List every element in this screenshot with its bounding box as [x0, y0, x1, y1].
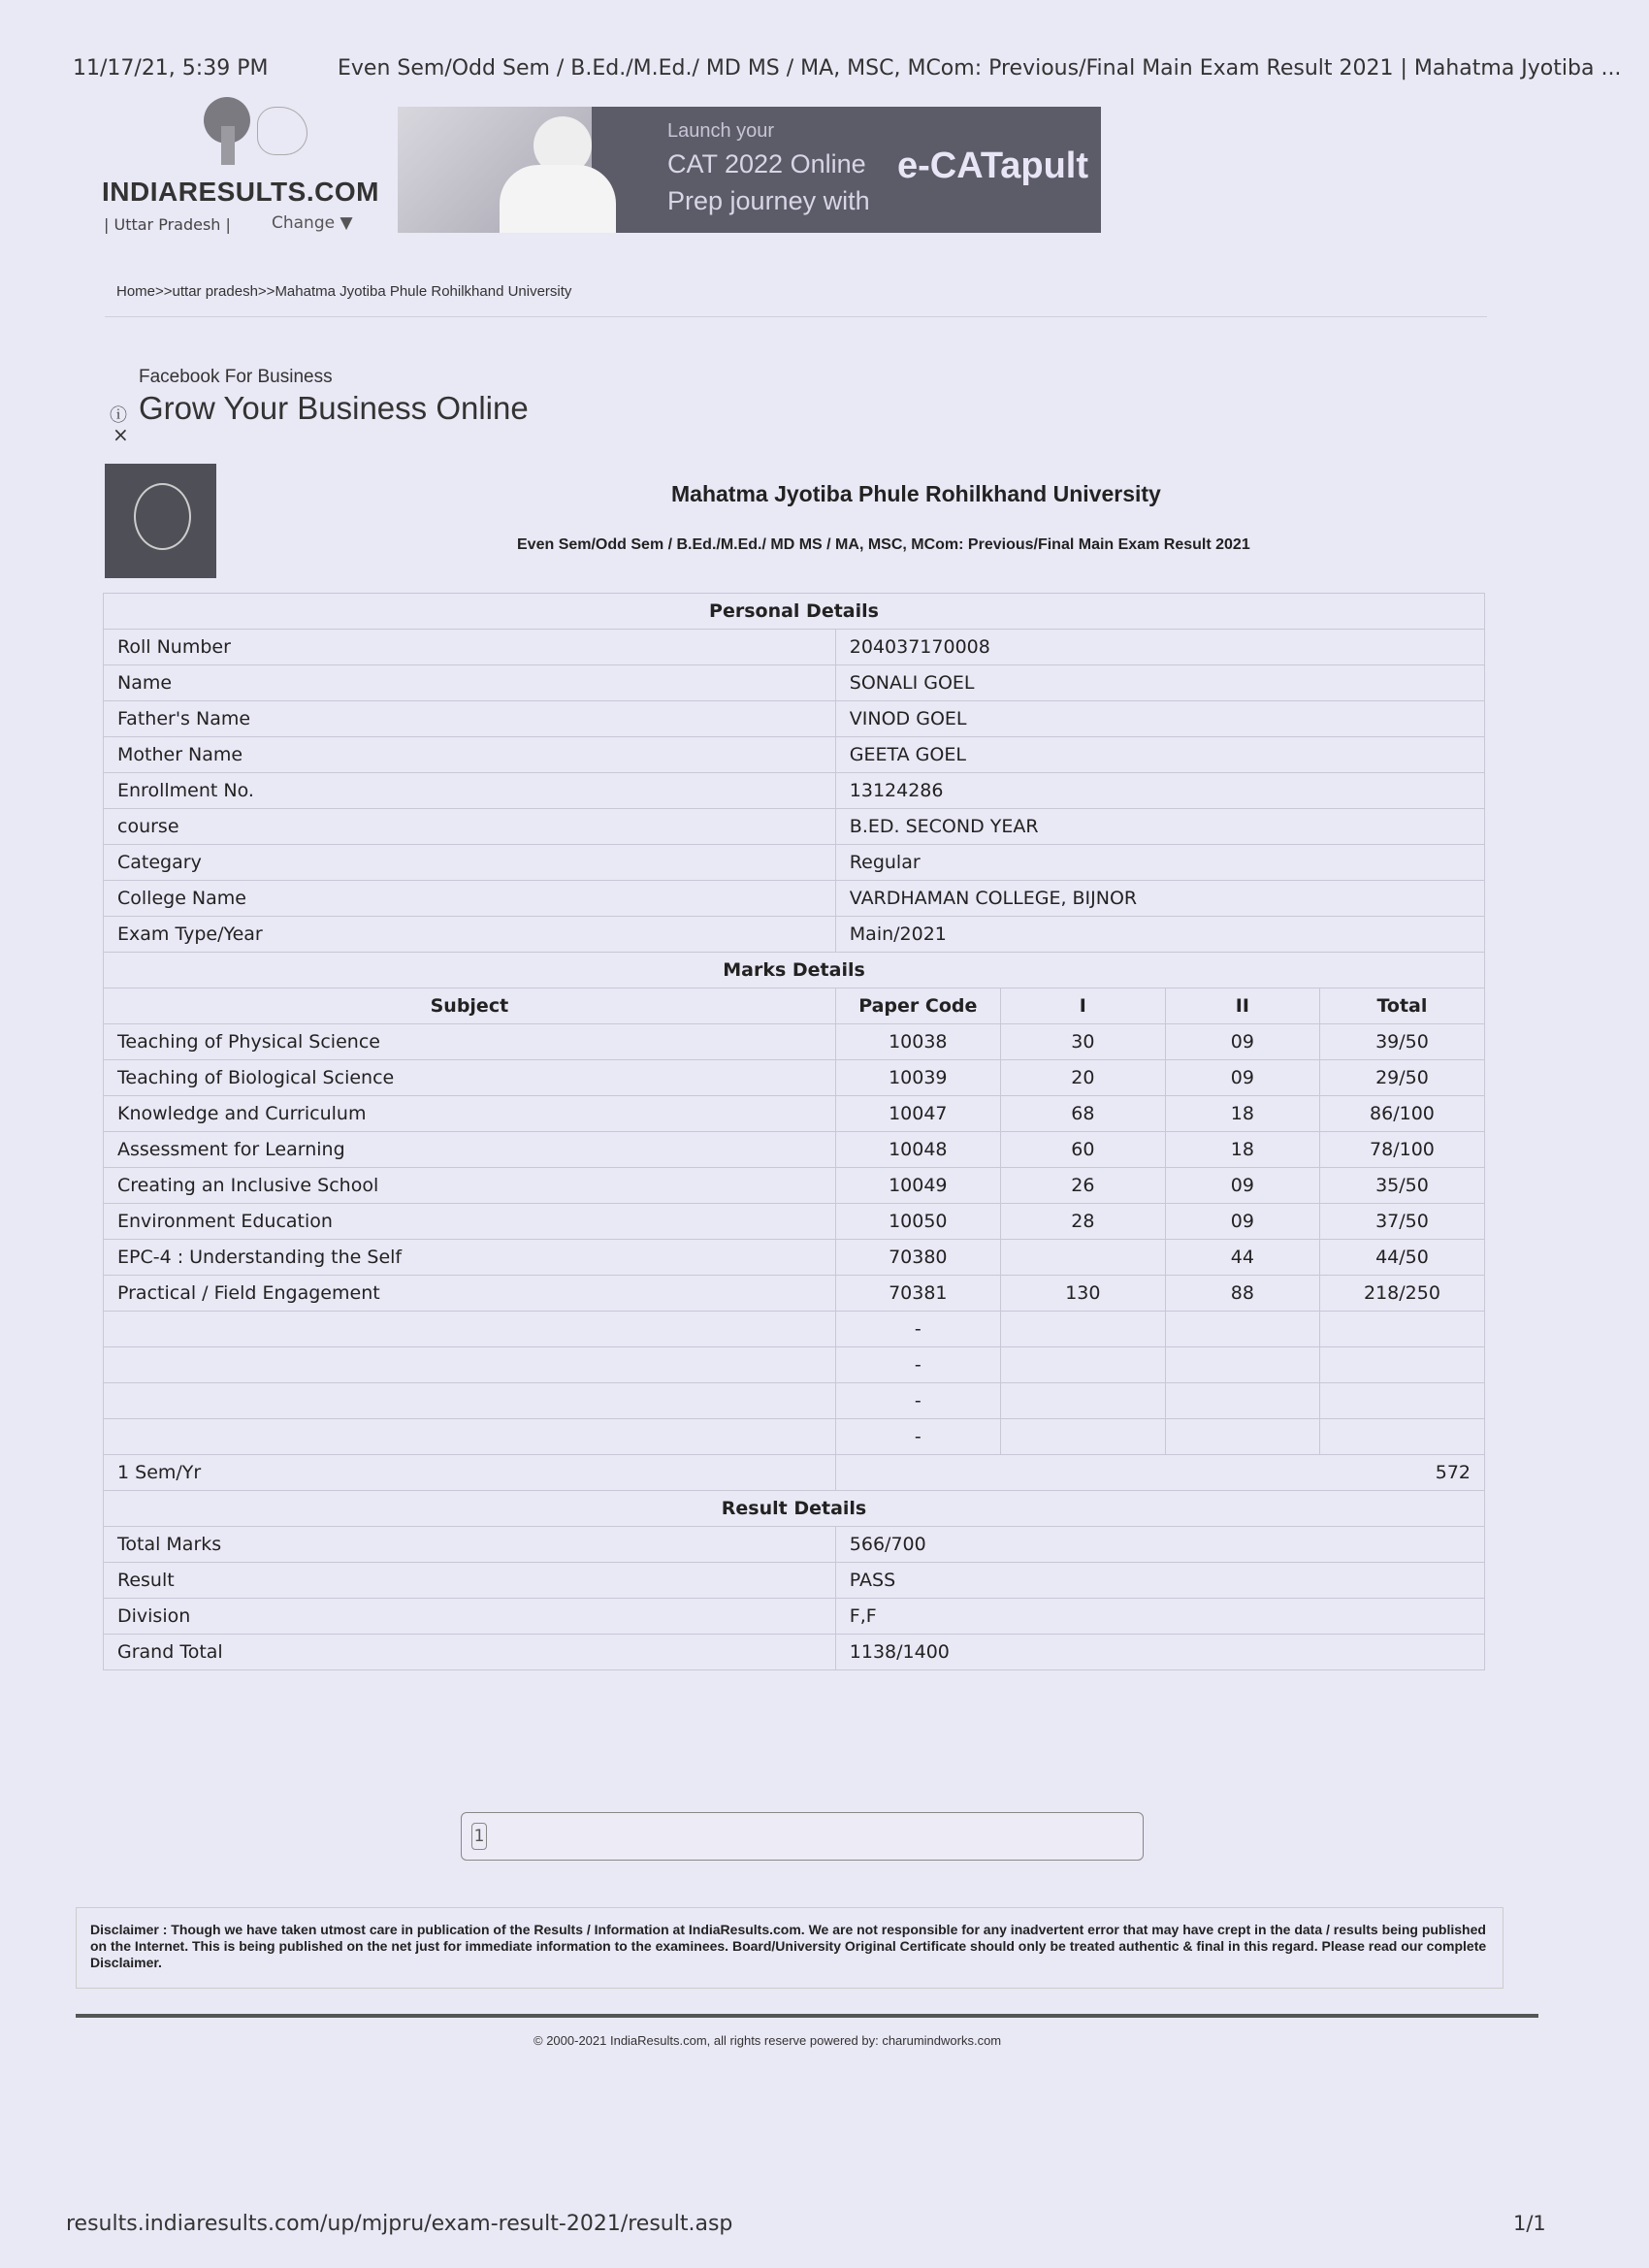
section-heading: Personal Details [104, 594, 1485, 630]
paper-code: - [835, 1419, 1000, 1455]
uttar-pradesh-map-icon [257, 107, 307, 155]
breadcrumb[interactable]: Home>>uttar pradesh>>Mahatma Jyotiba Phule Rohilkhand University [116, 283, 572, 300]
paper-code: 10038 [835, 1024, 1000, 1060]
result-value: 566/700 [835, 1527, 1484, 1563]
marks-ii: 09 [1165, 1204, 1319, 1240]
field-label: Roll Number [104, 630, 836, 665]
result-label: Total Marks [104, 1527, 836, 1563]
column-header-total: Total [1319, 988, 1484, 1024]
marks-i: 130 [1000, 1276, 1165, 1312]
marks-row [104, 1132, 1485, 1168]
disclaimer-box [76, 1907, 1504, 1989]
ad-line-2: CAT 2022 Online [667, 149, 866, 178]
field-value: B.ED. SECOND YEAR [835, 809, 1484, 845]
marks-ii: 18 [1165, 1132, 1319, 1168]
paper-code: - [835, 1383, 1000, 1419]
subject: EPC-4 : Understanding the Self [104, 1240, 836, 1276]
marks-row [104, 1168, 1485, 1204]
pagination[interactable] [461, 1812, 1144, 1861]
state-label: | Uttar Pradesh | [104, 215, 231, 234]
marks-row [104, 1204, 1485, 1240]
cat-ad-banner[interactable] [398, 107, 1101, 233]
field-value: 204037170008 [835, 630, 1484, 665]
result-value: PASS [835, 1563, 1484, 1599]
marks-i: 28 [1000, 1204, 1165, 1240]
result-row [104, 1599, 1485, 1635]
subject: Environment Education [104, 1204, 836, 1240]
university-emblem-icon [134, 483, 191, 550]
sem-label: 1 Sem/Yr [104, 1455, 836, 1491]
marks-row [104, 1060, 1485, 1096]
subject: Creating an Inclusive School [104, 1168, 836, 1204]
change-state-link[interactable]: Change ▼ [272, 213, 353, 233]
empty-marks-row [104, 1312, 1485, 1347]
print-url: results.indiaresults.com/up/mjpru/exam-result-2021/result.asp [66, 2212, 733, 2236]
site-logo[interactable] [102, 97, 379, 243]
exam-title: Even Sem/Odd Sem / B.Ed./M.Ed./ MD MS / MA, MSC, MCom: Previous/Final Main Exam Result 2021 [517, 536, 1250, 553]
print-datetime: 11/17/21, 5:39 PM [73, 56, 269, 81]
personal-row [104, 917, 1485, 953]
paper-code: 10050 [835, 1204, 1000, 1240]
marks-i: 30 [1000, 1024, 1165, 1060]
paper-code: 10039 [835, 1060, 1000, 1096]
marks-ii: 18 [1165, 1096, 1319, 1132]
subject: Assessment for Learning [104, 1132, 836, 1168]
result-value: 1138/1400 [835, 1635, 1484, 1670]
personal-row [104, 701, 1485, 737]
sem-total: 572 [835, 1455, 1484, 1491]
paper-code: 70380 [835, 1240, 1000, 1276]
subject: Teaching of Physical Science [104, 1024, 836, 1060]
marks-total: 29/50 [1319, 1060, 1484, 1096]
marks-total: 78/100 [1319, 1132, 1484, 1168]
ad-brand: e-CATapult [897, 146, 1089, 186]
result-details-header [104, 1491, 1485, 1527]
empty-marks-row [104, 1347, 1485, 1383]
paper-code: - [835, 1312, 1000, 1347]
marks-row [104, 1024, 1485, 1060]
ad-line-3: Prep journey with [667, 186, 870, 215]
site-logo-text: INDIARESULTS.COM [102, 177, 379, 207]
marks-details-header [104, 953, 1485, 988]
sem-total-row [104, 1455, 1485, 1491]
personal-row [104, 845, 1485, 881]
subject: Teaching of Biological Science [104, 1060, 836, 1096]
facebook-ad[interactable] [105, 351, 706, 448]
field-value: 13124286 [835, 773, 1484, 809]
field-value: Main/2021 [835, 917, 1484, 953]
field-value: VARDHAMAN COLLEGE, BIJNOR [835, 881, 1484, 917]
ad-person-body [500, 165, 616, 233]
field-label: Name [104, 665, 836, 701]
info-icon[interactable]: ⓘ [110, 405, 127, 426]
subject: Practical / Field Engagement [104, 1276, 836, 1312]
ad2-label: Facebook For Business [139, 367, 333, 387]
field-label: course [104, 809, 836, 845]
column-header-subject: Subject [104, 988, 836, 1024]
marks-total: 35/50 [1319, 1168, 1484, 1204]
field-value: SONALI GOEL [835, 665, 1484, 701]
field-value: VINOD GOEL [835, 701, 1484, 737]
marks-column-headers [104, 988, 1485, 1024]
personal-row [104, 809, 1485, 845]
result-value: F,F [835, 1599, 1484, 1635]
personal-row [104, 773, 1485, 809]
marks-row [104, 1240, 1485, 1276]
personal-row [104, 737, 1485, 773]
paper-code: 70381 [835, 1276, 1000, 1312]
empty-marks-row [104, 1383, 1485, 1419]
marks-i: 26 [1000, 1168, 1165, 1204]
field-label: Enrollment No. [104, 773, 836, 809]
marks-row [104, 1096, 1485, 1132]
section-heading: Marks Details [104, 953, 1485, 988]
marks-row [104, 1276, 1485, 1312]
print-page-title: Even Sem/Odd Sem / B.Ed./M.Ed./ MD MS / MA, MSC, MCom: Previous/Final Main Exam Result 2021 | Mahatma Jyotiba ... [338, 56, 1622, 81]
close-icon[interactable]: × [113, 423, 129, 446]
marks-ii: 09 [1165, 1024, 1319, 1060]
marks-total: 218/250 [1319, 1276, 1484, 1312]
marks-i: 68 [1000, 1096, 1165, 1132]
personal-row [104, 881, 1485, 917]
ad2-title[interactable]: Grow Your Business Online [139, 390, 529, 426]
result-table [103, 593, 1485, 1670]
print-page-count: 1/1 [1513, 2212, 1546, 2235]
marks-ii: 09 [1165, 1060, 1319, 1096]
marks-i [1000, 1240, 1165, 1276]
column-header-ii: II [1165, 988, 1319, 1024]
field-label: Categary [104, 845, 836, 881]
field-value: Regular [835, 845, 1484, 881]
column-header-i: I [1000, 988, 1165, 1024]
field-value: GEETA GOEL [835, 737, 1484, 773]
logo-mark-icon [204, 97, 250, 144]
result-row [104, 1563, 1485, 1599]
result-label: Division [104, 1599, 836, 1635]
ad-photo [398, 107, 592, 233]
marks-ii: 88 [1165, 1276, 1319, 1312]
result-label: Grand Total [104, 1635, 836, 1670]
paper-code: 10047 [835, 1096, 1000, 1132]
disclaimer-text: Disclaimer : Though we have taken utmost care in publication of the Results / Information at IndiaResults.com. We are not responsible for any inadvertent error that may have crept in the data / results being published on the Internet. This is being published on the net just for immediate information to the examinees. Board/University Original Certificate should only be treated authentic & final in this regard. Please read our complete Disclaimer. [90, 1922, 1487, 1970]
personal-row [104, 665, 1485, 701]
paper-code: 10049 [835, 1168, 1000, 1204]
section-heading: Result Details [104, 1491, 1485, 1527]
marks-total: 37/50 [1319, 1204, 1484, 1240]
subject: Knowledge and Curriculum [104, 1096, 836, 1132]
marks-total: 44/50 [1319, 1240, 1484, 1276]
marks-total: 86/100 [1319, 1096, 1484, 1132]
result-label: Result [104, 1563, 836, 1599]
field-label: Exam Type/Year [104, 917, 836, 953]
marks-i: 20 [1000, 1060, 1165, 1096]
ad-line-1: Launch your [667, 120, 775, 142]
copyright: © 2000-2021 IndiaResults.com, all rights reserve powered by: charumindworks.com [534, 2033, 1002, 2048]
result-row [104, 1635, 1485, 1670]
result-row [104, 1527, 1485, 1563]
personal-details-header [104, 594, 1485, 630]
university-name: Mahatma Jyotiba Phule Rohilkhand University [671, 481, 1161, 506]
page-number-button[interactable]: 1 [471, 1823, 487, 1850]
column-header-paper-code: Paper Code [835, 988, 1000, 1024]
marks-total: 39/50 [1319, 1024, 1484, 1060]
personal-row [104, 630, 1485, 665]
paper-code: 10048 [835, 1132, 1000, 1168]
field-label: Father's Name [104, 701, 836, 737]
marks-ii: 09 [1165, 1168, 1319, 1204]
field-label: College Name [104, 881, 836, 917]
marks-i: 60 [1000, 1132, 1165, 1168]
field-label: Mother Name [104, 737, 836, 773]
university-logo [105, 464, 216, 578]
paper-code: - [835, 1347, 1000, 1383]
footer-divider [76, 2014, 1538, 2018]
marks-ii: 44 [1165, 1240, 1319, 1276]
divider [105, 316, 1487, 317]
empty-marks-row [104, 1419, 1485, 1455]
